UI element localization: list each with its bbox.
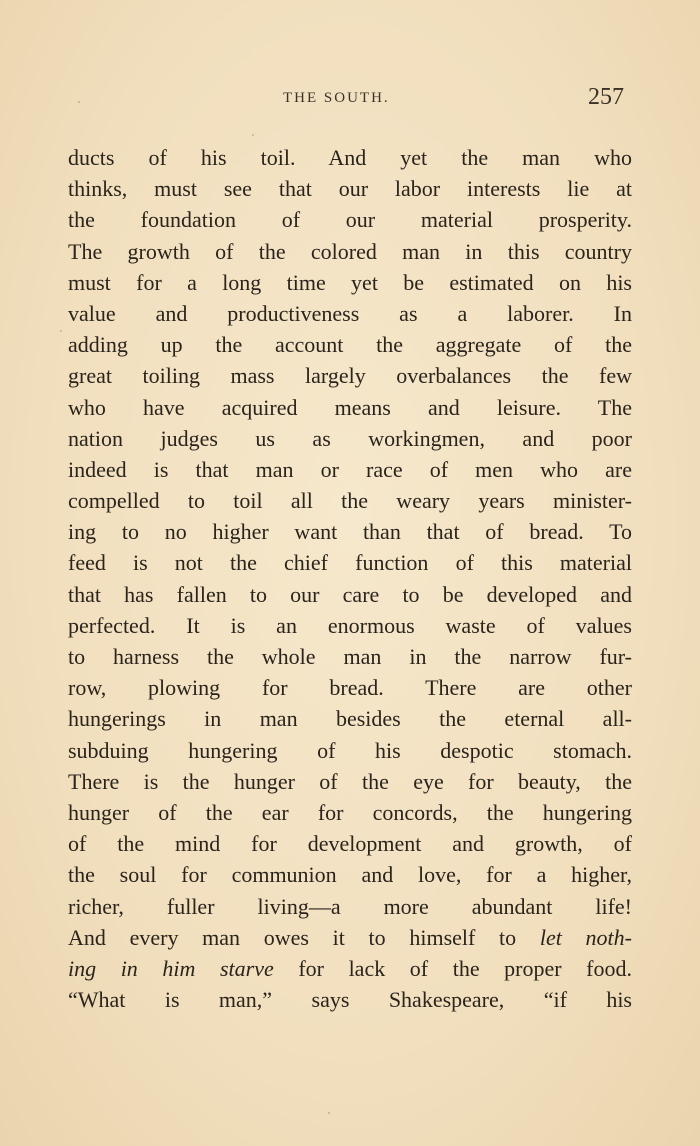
text-line: great toiling mass largely overbalances the few: [68, 363, 632, 389]
italic-text: let noth-: [539, 924, 632, 950]
page-number: 257: [588, 84, 624, 110]
text-run: for lack of the proper food.: [273, 955, 632, 981]
text-line: row, plowing for bread. There are other: [68, 675, 632, 701]
text-line: adding up the account the aggregate of the: [68, 332, 632, 358]
text-line: to harness the whole man in the narrow fur-: [68, 644, 632, 669]
text-line: who have acquired means and leisure. The: [68, 394, 632, 420]
text-line: richer, fuller living—a more abundant life!: [68, 893, 632, 919]
text-line: the foundation of our material prosperity.: [68, 207, 632, 233]
text-line: ducts of his toil. And yet the man who: [68, 145, 632, 170]
text-line: hungerings in man besides the eternal all-: [68, 706, 632, 732]
paper-speck: [252, 134, 254, 136]
italic-text: ing in him starve: [68, 955, 274, 981]
text-line: value and productiveness as a laborer. In: [68, 300, 632, 326]
text-line: compelled to toil all the weary years minister-: [68, 488, 632, 514]
text-line: The growth of the colored man in this country: [68, 238, 632, 264]
text-line: perfected. It is an enormous waste of values: [68, 612, 632, 638]
text-line: the soul for communion and love, for a higher,: [68, 862, 632, 888]
text-line: [68, 953, 632, 984]
text-line: of the mind for development and growth, of: [68, 831, 632, 857]
text-line: hunger of the ear for concords, the hungering: [68, 799, 632, 825]
text-line: nation judges us as workingmen, and poor: [68, 425, 632, 451]
body-text: [68, 142, 632, 1015]
text-line: ing to no higher want than that of bread. To: [68, 519, 632, 545]
text-line: thinks, must see that our labor interests lie at: [68, 176, 632, 202]
text-line: that has fallen to our care to be developed and: [68, 581, 632, 607]
running-title: THE SOUTH.: [283, 90, 390, 106]
text-line: feed is not the chief function of this material: [68, 550, 632, 576]
text-line: indeed is that man or race of men who are: [68, 456, 632, 482]
paper-speck: [328, 1112, 330, 1114]
text-line: must for a long time yet be estimated on his: [68, 269, 632, 295]
running-head: [0, 86, 700, 116]
text-line: “What is man,” says Shakespeare, “if his: [68, 987, 632, 1013]
text-line: There is the hunger of the eye for beauty, the: [68, 768, 632, 794]
text-run: And every man owes it to himself to: [68, 924, 540, 950]
text-line: subduing hungering of his despotic stomach.: [68, 737, 632, 763]
text-line: [68, 922, 632, 953]
paper-speck: [78, 101, 80, 103]
paper-speck: [60, 330, 62, 332]
